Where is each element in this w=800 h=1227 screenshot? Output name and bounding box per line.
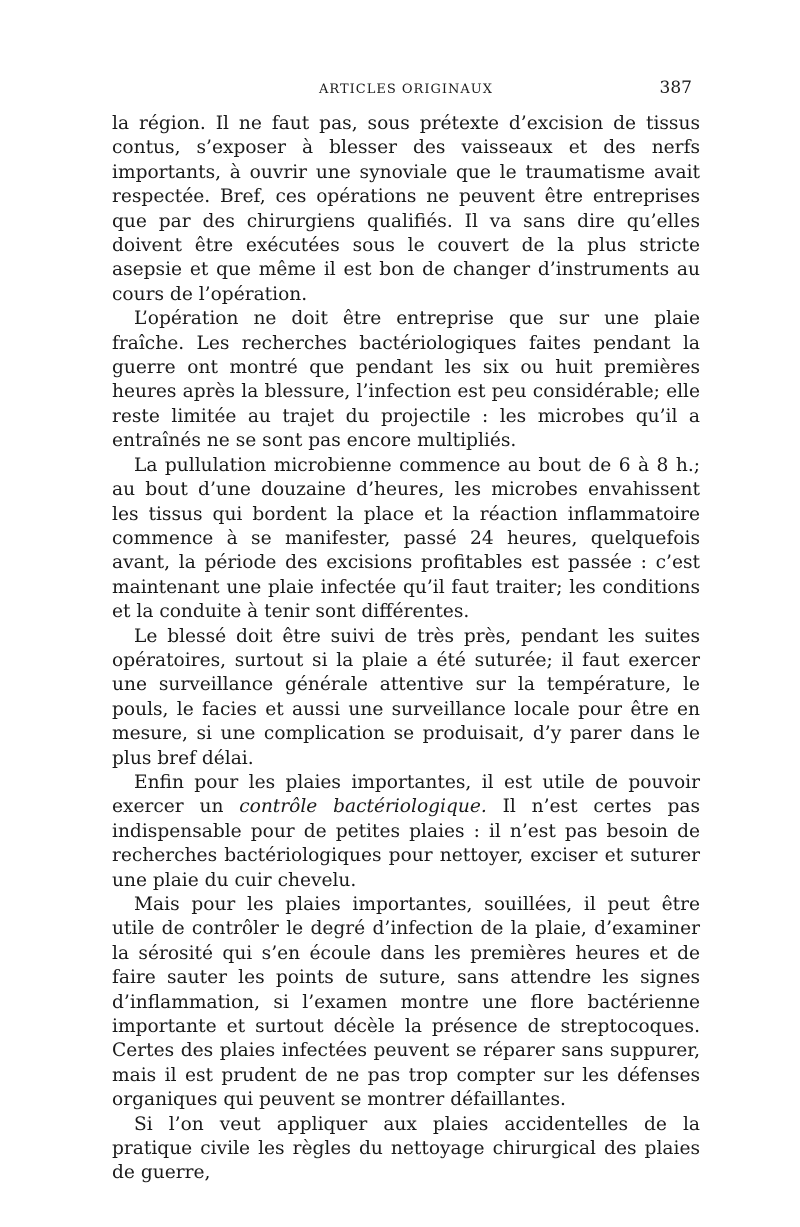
running-head: [112, 74, 700, 104]
italic-emphasis: contrôle bactériologique.: [239, 796, 487, 818]
paragraph: L’opération ne doit être entreprise que sur une plaie fraîche. Les recherches bactériologiques faites pendant la guerre ont montré que pendant les six ou huit premières heures après la blessure, l’infection est peu considérable; elle reste limitée au trajet du projectile : les microbes qu’il a entraînés ne se sont pas encore multipliés.: [112, 308, 700, 452]
paragraph: la région. Il ne faut pas, sous prétexte d’excision de tissus contus, s’exposer à blesser des vaisseaux et des nerfs importants, à ouvrir une synoviale que le traumatisme avait respectée. Bref, ces opérations ne peuvent être entreprises que par des chirurgiens qualifiés. Il va sans dire qu’elles doivent être exécutées sous le couvert de la plus stricte asepsie et que même il est bon de changer d’instruments au cours de l’opération.: [112, 113, 700, 305]
paragraph: Mais pour les plaies importantes, souillées, il peut être utile de contrôler le degré d’infection de la plaie, d’examiner la sérosité qui s’en écoule dans les premières heures et de faire sauter les points de suture, sans attendre les signes d’inflammation, si l’examen montre une flore bactérienne importante et surtout décèle la présence de streptocoques. Certes des plaies infectées peuvent se réparer sans suppurer, mais il est prudent de ne pas trop compter sur les défenses organiques qui peuvent se montrer défaillantes.: [112, 894, 700, 1111]
body-text: [112, 112, 700, 1186]
paragraph: La pullulation microbienne commence au bout de 6 à 8 h.; au bout d’une douzaine d’heures, les microbes envahissent les tissus qui bordent la place et la réaction inflammatoire commence à se manifester, passé 24 heures, quelquefois avant, la période des excisions profitables est passée : c’est maintenant une plaie infectée qu’il faut traiter; les conditions et la conduite à tenir sont différentes.: [112, 454, 700, 623]
page-number: 387: [659, 78, 692, 98]
paragraph-text-after: Il n’est certes pas indispensable pour de petites plaies : il n’est pas besoin de recherches bactériologiques pour nettoyer, exciser et suturer une plaie du cuir chevelu.: [112, 796, 700, 891]
paragraph-with-emphasis: [112, 771, 700, 893]
book-page: [112, 74, 700, 1186]
paragraph-text-before: Enfin pour les plaies importantes, il est utile de pouvoir exercer un: [112, 771, 700, 818]
paragraph: Si l’on veut appliquer aux plaies accidentelles de la pratique civile les règles du nettoyage chirurgical des plaies de guerre,: [112, 1113, 700, 1184]
paragraph: Le blessé doit être suivi de très près, pendant les suites opératoires, surtout si la plaie a été suturée; il faut exercer une surveillance générale attentive sur la température, le pouls, le facies et aussi une surveillance locale pour être en mesure, si une complication se produisait, d’y parer dans le plus bref délai.: [112, 625, 700, 769]
running-title: ARTICLES ORIGINAUX: [319, 82, 493, 97]
